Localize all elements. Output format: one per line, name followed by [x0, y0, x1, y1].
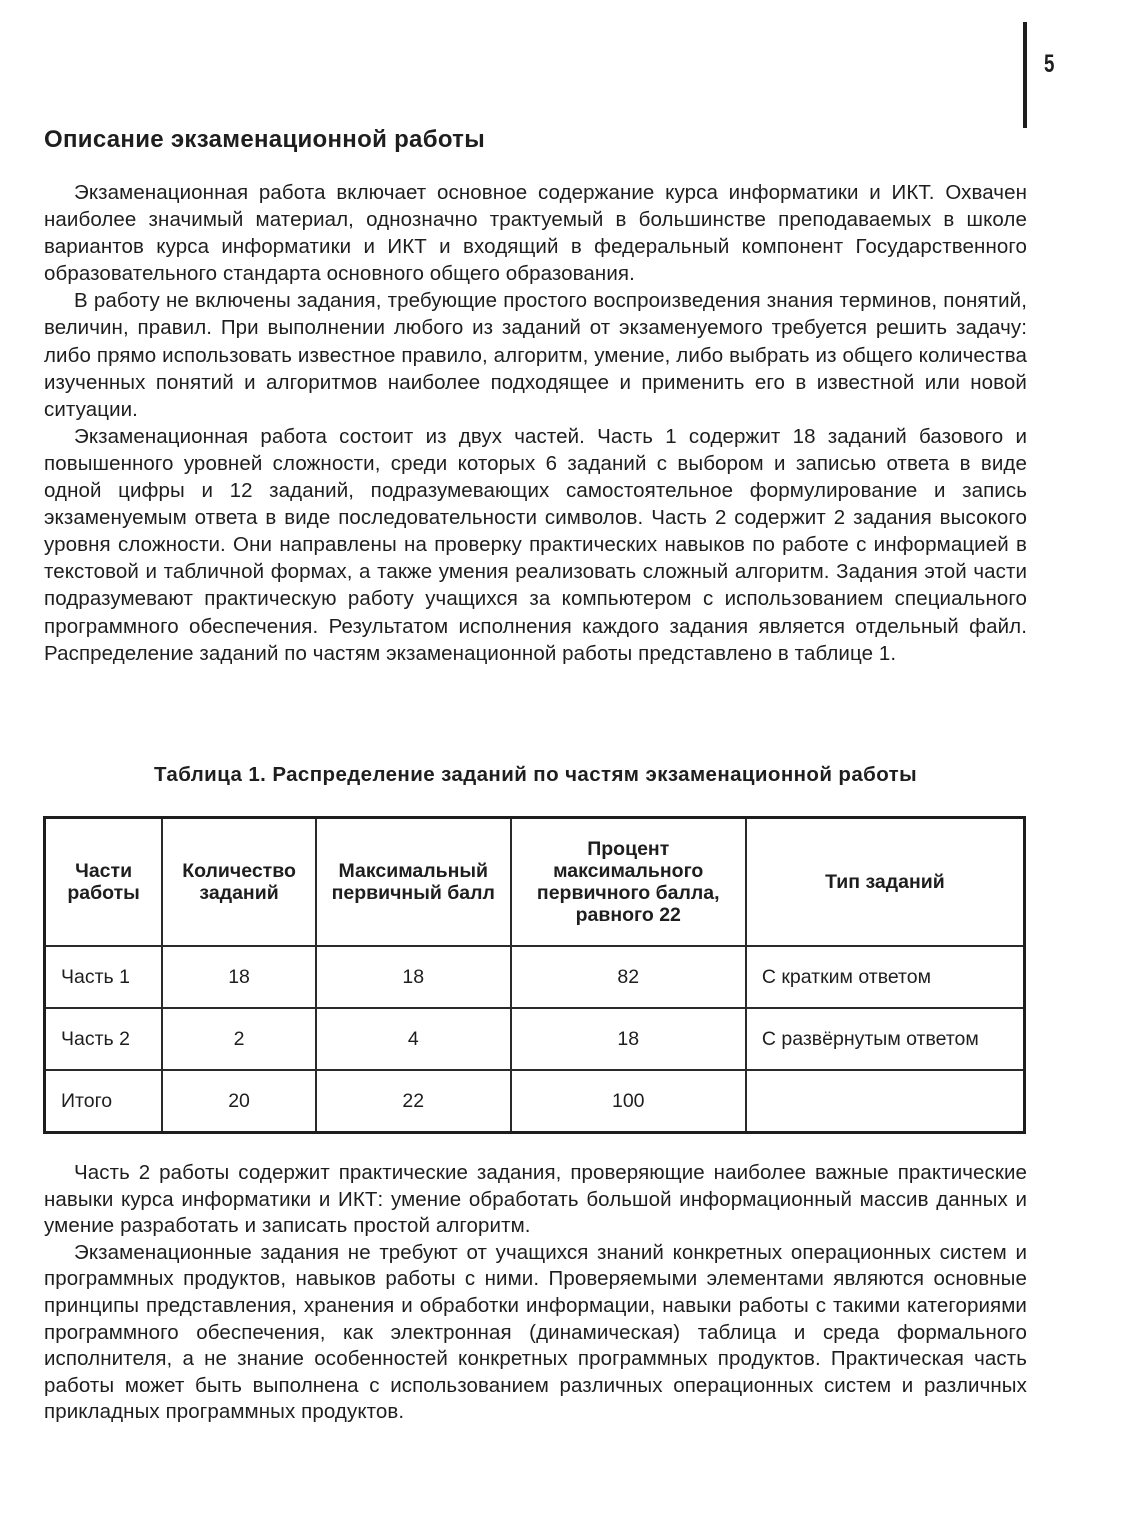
paragraph: В работу не включены задания, требующие простого воспроизведения знания терминов, понятий, величин, правил. При выполнении любого из заданий от экзаменуемого требуется решить задачу: либо прямо использовать известное правило, алгоритм, умение, либо выбрать из общего количества изученных понятий и алгоритмов наиболее подходящее и применить его в известной или новой ситуации.: [44, 289, 1027, 421]
intro-text: [44, 179, 1027, 667]
cell-max-score: 4: [316, 1008, 511, 1070]
table-row: [45, 1070, 1025, 1133]
cell-part: Итого: [45, 1070, 163, 1133]
cell-max-score: 22: [316, 1070, 511, 1133]
cell-task-count: 18: [162, 946, 316, 1008]
paragraph: Часть 2 работы содержит практические задания, проверяющие наиболее важные практические навыки курса информатики и ИКТ: умение обработать большой информационный массив данных и умение разработать и записать простой алгоритм.: [44, 1161, 1027, 1238]
paragraph: Экзаменационные задания не требуют от учащихся знаний конкретных операционных систем и программных продуктов, навыков работы с ними. Проверяемыми элементами являются основные принципы представления, хранения и обработки информации, навыки работы с такими категориями программного обеспечения, как электронная (динамическая) таблица и среда формального исполнителя, а не знание особенностей конкретных программных продуктов. Практическая часть работы может быть выполнена с использованием различных операционных систем и различных прикладных программных продуктов.: [44, 1240, 1027, 1424]
page-edge-rule: [1023, 22, 1027, 128]
cell-task-type: [746, 1070, 1025, 1133]
section-heading: Описание экзаменационной работы: [44, 126, 486, 153]
header-parts: Части работы: [45, 818, 163, 947]
cell-percent: 18: [511, 1008, 746, 1070]
paragraph: Экзаменационная работа состоит из двух частей. Часть 1 содержит 18 заданий базового и повышенного уровней сложности, среди которых 6 заданий с выбором и записью ответа в виде одной цифры и 12 заданий, подразумевающих самостоятельное формулирование и запись экзаменуемым ответа в виде последовательности символов. Часть 2 содержит 2 задания высокого уровня сложности. Они направлены на проверку практических навыков по работе с информацией в текстовой и табличной формах, а также умения реализовать сложный алгоритм. Задания этой части подразумевают практическую работу учащихся за компьютером с использованием специального программного обеспечения. Результатом исполнения каждого задания является отдельный файл. Распределение заданий по частям экзаменационной работы представлено в таблице 1.: [44, 424, 1027, 665]
table-row: [45, 946, 1025, 1008]
page-number: 5: [1044, 50, 1055, 78]
cell-part: Часть 1: [45, 946, 163, 1008]
cell-task-count: 2: [162, 1008, 316, 1070]
header-max-score: Максимальный первичный балл: [316, 818, 511, 947]
header-task-type: Тип заданий: [746, 818, 1025, 947]
cell-percent: 82: [511, 946, 746, 1008]
header-task-count: Количество заданий: [162, 818, 316, 947]
cell-percent: 100: [511, 1070, 746, 1133]
table-caption: Таблица 1. Распределение заданий по частям экзаменационной работы: [154, 763, 917, 786]
header-percent: Процент максимального первичного балла, равного 22: [511, 818, 746, 947]
cell-max-score: 18: [316, 946, 511, 1008]
table-header-row: [45, 818, 1025, 947]
closing-text: [44, 1160, 1027, 1426]
cell-part: Часть 2: [45, 1008, 163, 1070]
paragraph: Экзаменационная работа включает основное содержание курса информатики и ИКТ. Охвачен наиболее значимый материал, однозначно трактуемый в большинстве преподаваемых в школе вариантов курса информатики и ИКТ и входящий в федеральный компонент Государственного образовательного стандарта основного общего образования.: [44, 181, 1027, 286]
cell-task-type: С развёрнутым ответом: [746, 1008, 1025, 1070]
cell-task-count: 20: [162, 1070, 316, 1133]
distribution-table: [43, 816, 1026, 1134]
table-row: [45, 1008, 1025, 1070]
cell-task-type: С кратким ответом: [746, 946, 1025, 1008]
